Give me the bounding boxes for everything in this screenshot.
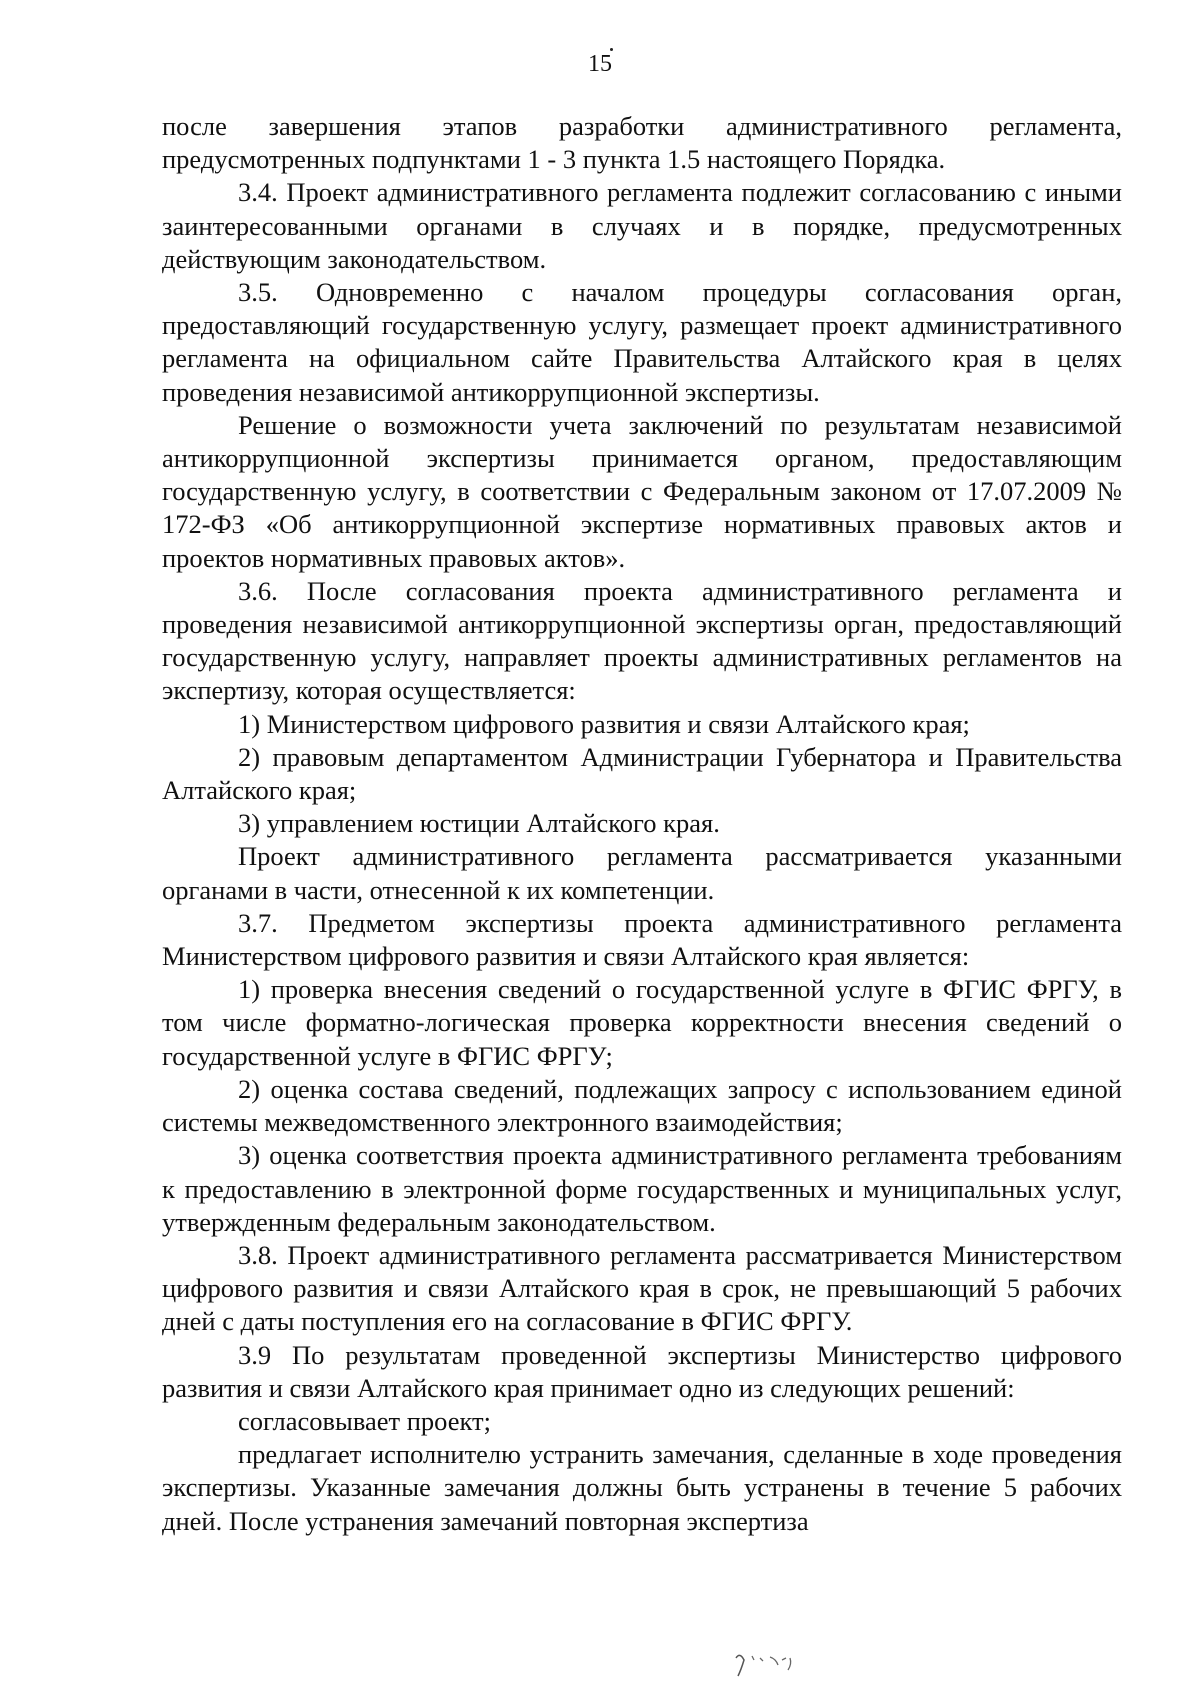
subitem-2: 2) оценка состава сведений, подлежащих запросу с использованием единой системы межведомственного электронного взаимодействия; bbox=[162, 1073, 1122, 1138]
paragraph-anticorruption-decision: Решение о возможности учета заключений по результатам независимой антикоррупционной экспертизы принимается органом, предоставляющим государственную услугу, в соответствии с Федеральным законом от 17.07.2009 № 172-ФЗ «Об антикоррупционной экспертизе нормативных правовых актов и проектов нормативных правовых актов». bbox=[162, 409, 1122, 573]
decision-remarks: предлагает исполнителю устранить замечания, сделанные в ходе проведения экспертизы. Указанные замечания должны быть устранены в течение 5 рабочих дней. После устранения замечаний повторная экспертиза bbox=[162, 1439, 1122, 1536]
paragraph-competence: Проект административного регламента рассматривается указанными органами в части, отнесенной к их компетенции. bbox=[162, 841, 1122, 905]
paragraph-3-8: 3.8. Проект административного регламента рассматривается Министерством цифрового развития и связи Алтайского края в срок, не превышающий 5 рабочих дней с даты поступления его на согласование в ФГИС ФРГУ. bbox=[162, 1239, 1122, 1337]
paragraph-3-7: 3.7. Предметом экспертизы проекта административного регламента Министерством цифрового развития и связи Алтайского края является: bbox=[162, 907, 1122, 972]
paragraph-3-6: 3.6. После согласования проекта административного регламента и проведения независимой антикоррупционной экспертизы орган, предоставляющий государственную услугу, направляет проекты административных регламентов на экспертизу, которая осуществляется: bbox=[162, 575, 1122, 706]
decision-approve: согласовывает проект; bbox=[238, 1405, 491, 1436]
list-item-3: 3) управлением юстиции Алтайского края. bbox=[238, 808, 720, 839]
document-body bbox=[162, 110, 1122, 1538]
subitem-3: 3) оценка соответствия проекта административного регламента требованиям к предоставлению в электронной форме государственных и муниципальных услуг, утвержденным федеральным законодательством. bbox=[162, 1140, 1122, 1237]
paragraph-3-4: 3.4. Проект административного регламента подлежит согласованию с иными заинтересованными органами в случаях и в порядке, предусмотренных действующим законодательством. bbox=[162, 177, 1122, 274]
list-item-2: 2) правовым департаментом Администрации Губернатора и Правительства Алтайского края; bbox=[162, 741, 1122, 806]
paragraph-continuation: после завершения этапов разработки административного регламента, предусмотренных подпунктами 1 - 3 пункта 1.5 настоящего Порядка. bbox=[162, 111, 1122, 175]
subitem-1: 1) проверка внесения сведений о государственной услуге в ФГИС ФРГУ, в том числе форматно-логическая проверка корректности внесения сведений о государственной услуге в ФГИС ФРГУ; bbox=[162, 974, 1122, 1071]
handwritten-mark-icon bbox=[730, 1648, 820, 1678]
list-item-1: 1) Министерством цифрового развития и связи Алтайского края; bbox=[238, 708, 970, 739]
paragraph-3-5: 3.5. Одновременно с началом процедуры согласования орган, предоставляющий государственную услугу, размещает проект административного регламента на официальном сайте Правительства Алтайского края в целях проведения независимой антикоррупционной экспертизы. bbox=[162, 277, 1122, 407]
paragraph-3-9: 3.9 По результатам проведенной экспертизы Министерство цифрового развития и связи Алтайского края принимает одно из следующих решений: bbox=[162, 1339, 1122, 1403]
page-number: 15 bbox=[588, 51, 612, 77]
